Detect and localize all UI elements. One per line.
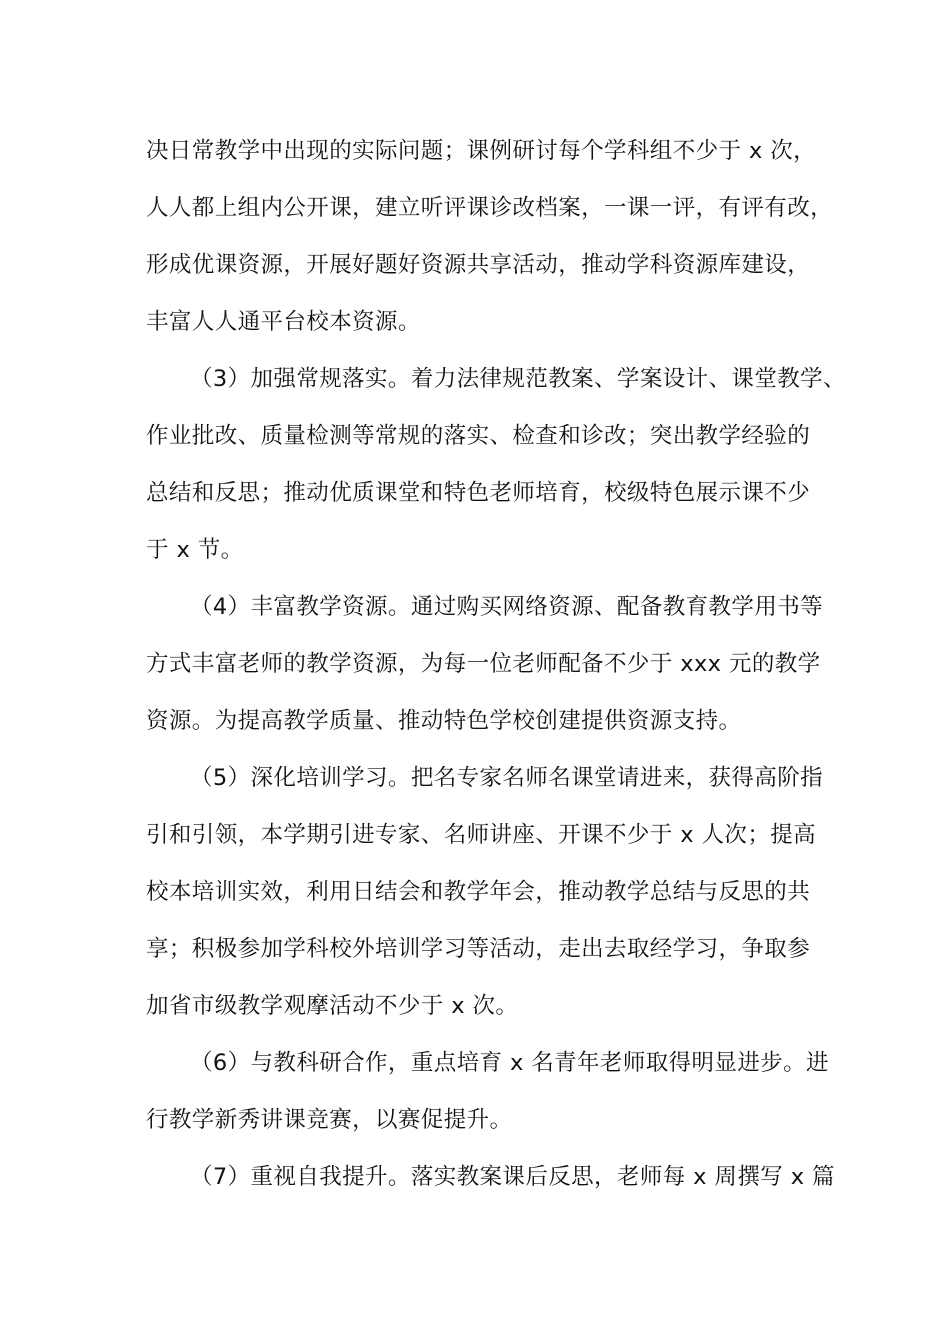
text-line: 引和引领，本学期引进专家、名师讲座、开课不少于 x 人次；提高: [146, 822, 817, 848]
text-line: 校本培训实效，利用日结会和教学年会，推动教学总结与反思的共: [146, 879, 811, 905]
text-line: 总结和反思；推动优质课堂和特色老师培育，校级特色展示课不少: [146, 480, 811, 506]
text-line: 于 x 节。: [146, 537, 244, 563]
paragraph-5-first-line: （5）深化培训学习。把名专家名师名课堂请进来，获得高阶指: [190, 765, 824, 791]
text-line: 人人都上组内公开课，建立听评课诊改档案，一课一评，有评有改，: [146, 195, 834, 221]
text-line: 资源。为提高教学质量、推动特色学校创建提供资源支持。: [146, 708, 742, 734]
paragraph-4-first-line: （4）丰富教学资源。通过购买网络资源、配备教育教学用书等: [190, 594, 824, 620]
paragraph-7-first-line: （7）重视自我提升。落实教案课后反思，老师每 x 周撰写 x 篇: [190, 1164, 835, 1190]
text-line: 方式丰富老师的教学资源，为每一位老师配备不少于 xxx 元的教学: [146, 651, 821, 677]
text-line: 作业批改、质量检测等常规的落实、检查和诊改；突出教学经验的: [146, 423, 811, 449]
text-line: 行教学新秀讲课竞赛，以赛促提升。: [146, 1107, 513, 1133]
paragraph-3-first-line: （3）加强常规落实。着力法律规范教案、学案设计、课堂教学、: [190, 366, 846, 392]
text-line: 形成优课资源，开展好题好资源共享活动，推动学科资源库建设，: [146, 252, 811, 278]
text-line: 丰富人人通平台校本资源。: [146, 309, 421, 335]
text-line: 享；积极参加学科校外培训学习等活动，走出去取经学习，争取参: [146, 936, 811, 962]
text-line: 加省市级教学观摩活动不少于 x 次。: [146, 993, 519, 1019]
text-line: 决日常教学中出现的实际问题；课例研讨每个学科组不少于 x 次，: [146, 138, 817, 164]
paragraph-6-first-line: （6）与教科研合作，重点培育 x 名青年老师取得明显进步。进: [190, 1050, 829, 1076]
